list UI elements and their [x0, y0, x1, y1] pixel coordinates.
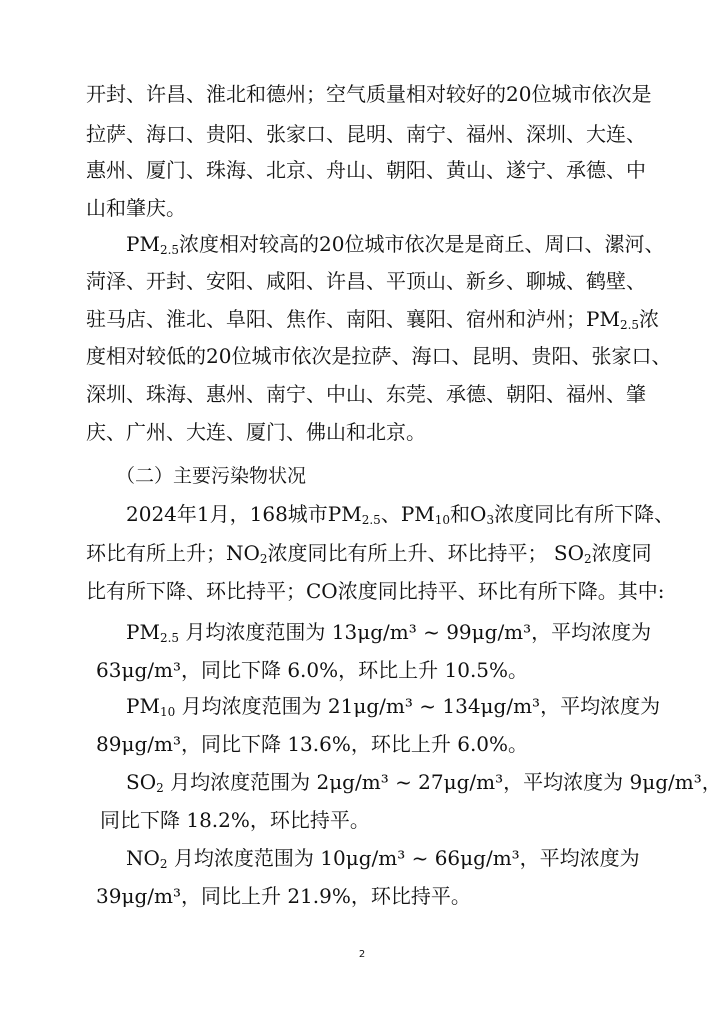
text-span: 和O — [450, 502, 487, 526]
text-span: 89μg/m³，同比下降 13.6%，环比上升 6.0%。 — [96, 732, 529, 756]
text-span: 菏泽、开封、安阳、咸阳、许昌、平顶山、新乡、聊城、鹤壁、 — [86, 269, 646, 293]
subscript: 10 — [159, 705, 176, 719]
text-line — [86, 156, 646, 184]
text-line — [86, 577, 665, 605]
subscript: 2.5 — [361, 513, 381, 527]
text-span: 浓 — [639, 307, 660, 331]
subscript: 2.5 — [159, 243, 180, 257]
text-span: 开封、许昌、淮北和德州；空气质量相对较好的20位城市依次是 — [86, 82, 652, 106]
text-span: 驻马店、淮北、阜阳、焦作、南阳、襄阳、宿州和泸州；PM — [86, 307, 620, 331]
text-span: 庆、广州、大连、厦门、佛山和北京。 — [86, 420, 426, 444]
text-line — [100, 806, 652, 834]
text-line — [86, 80, 652, 108]
text-line — [86, 267, 646, 295]
text-line — [126, 692, 661, 720]
text-span: 拉萨、海口、贵阳、张家口、昆明、南宁、福州、深圳、大连、 — [86, 122, 646, 146]
text-span: PM — [126, 620, 160, 644]
text-span: NO — [126, 846, 160, 870]
text-line — [86, 342, 672, 370]
text-line — [86, 539, 652, 567]
text-line — [96, 656, 648, 684]
text-line — [86, 418, 638, 446]
text-span: SO — [126, 770, 157, 794]
text-span: 度相对较低的20位城市依次是拉萨、海口、昆明、贵阳、张家口、 — [86, 344, 672, 368]
text-span: 山和肇庆。 — [86, 196, 186, 220]
text-span: 比有所下降、环比持平；CO浓度同比持平、环比有所下降。其中: — [86, 579, 665, 603]
text-span: PM — [126, 232, 160, 256]
text-line — [86, 380, 646, 408]
text-span: 39μg/m³，同比上升 21.9%，环比持平。 — [96, 884, 471, 908]
subscript: 2 — [584, 552, 592, 566]
text-span: 浓度同 — [591, 541, 652, 565]
text-line — [86, 120, 646, 148]
subscript: 2 — [259, 552, 268, 566]
text-span: 惠州、厦门、珠海、北京、舟山、朝阳、黄山、遂宁、承德、中 — [86, 158, 646, 182]
text-line — [96, 882, 648, 910]
subscript: 3 — [486, 513, 495, 527]
text-line — [126, 618, 652, 646]
text-span: 月均浓度范围为 13μg/m³ ~ 99μg/m³，平均浓度为 — [179, 620, 652, 644]
subscript: 2 — [159, 857, 168, 871]
subscript: 2 — [156, 781, 164, 795]
text-span: PM — [126, 694, 160, 718]
subscript: 10 — [434, 513, 451, 527]
text-span: 浓度同比有所上升、环比持平； SO — [267, 541, 585, 565]
text-line — [126, 844, 638, 872]
text-span: 月均浓度范围为 10μg/m³ ~ 66μg/m³，平均浓度为 — [167, 846, 640, 870]
text-line — [96, 730, 648, 758]
text-span: 、PM — [380, 502, 435, 526]
text-line — [126, 230, 665, 258]
text-span: 同比下降 18.2%，环比持平。 — [100, 808, 370, 832]
text-line — [86, 305, 660, 333]
text-line — [86, 194, 638, 222]
text-span: 环比有所上升；NO — [86, 541, 260, 565]
text-span: 浓度相对较高的20位城市依次是是商丘、周口、漯河、 — [179, 232, 665, 256]
text-span: 2024年1月，168城市PM — [126, 502, 362, 526]
text-span: 63μg/m³，同比下降 6.0%，环比上升 10.5%。 — [96, 658, 529, 682]
section-heading: （二）主要污染物状况 — [116, 465, 307, 487]
text-span: 月均浓度范围为 21μg/m³ ~ 134μg/m³，平均浓度为 — [175, 694, 661, 718]
subscript: 2.5 — [159, 631, 180, 645]
text-span: 浓度同比有所下降、 — [494, 502, 675, 526]
subscript: 2.5 — [619, 318, 640, 332]
text-line — [126, 768, 722, 796]
text-span: 深圳、珠海、惠州、南宁、中山、东莞、承德、朝阳、福州、肇 — [86, 382, 646, 406]
text-span: 月均浓度范围为 2μg/m³ ~ 27μg/m³，平均浓度为 9μg/m³， — [163, 770, 722, 794]
text-line — [126, 500, 675, 528]
page-number: 2 — [358, 949, 366, 960]
